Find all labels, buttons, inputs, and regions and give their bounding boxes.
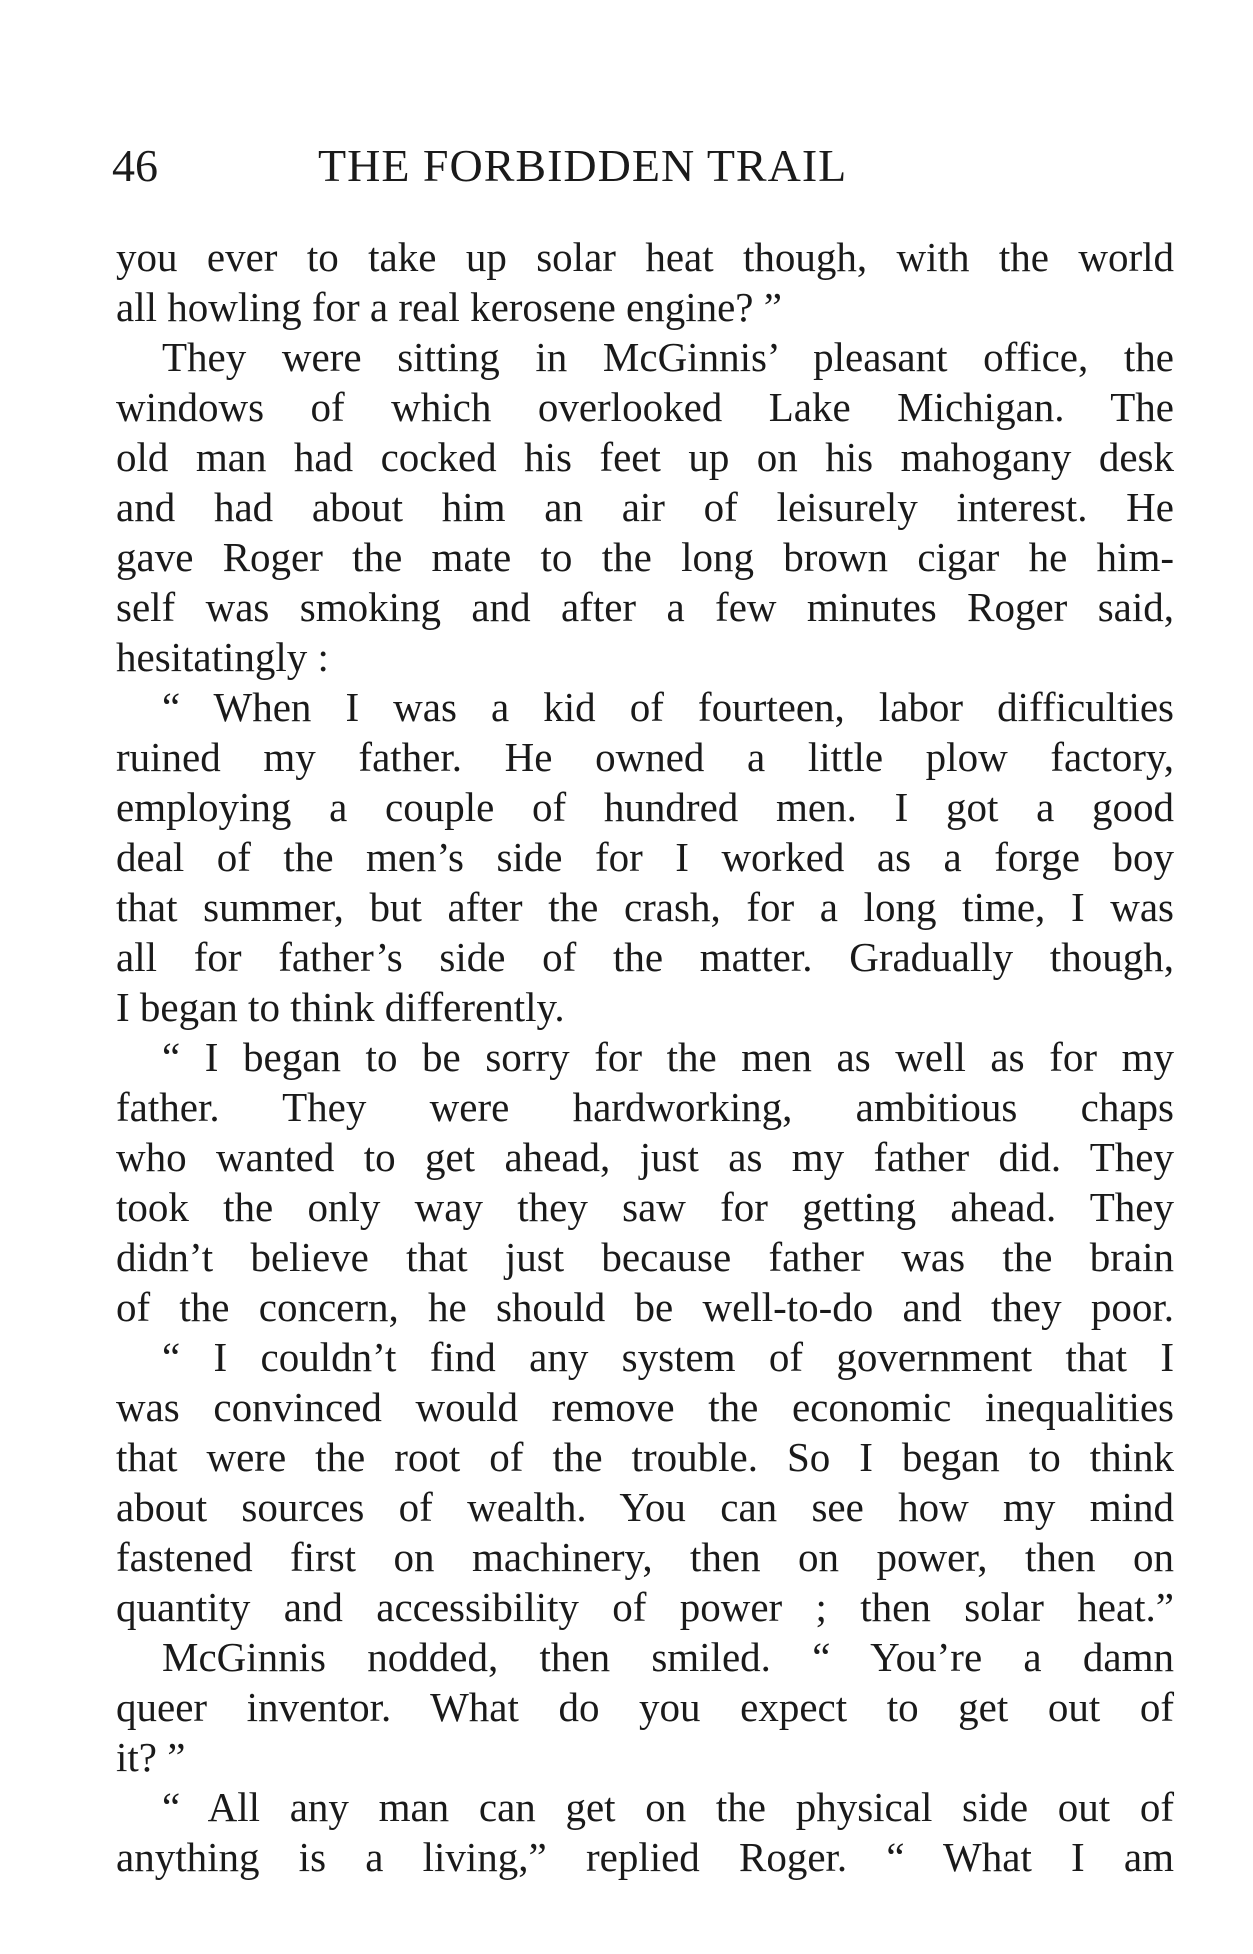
- text-line: old man had cocked his feet up on his mahogany desk: [116, 434, 1174, 480]
- text-line: They were sitting in McGinnis’ pleasant office, the: [162, 334, 1174, 380]
- text-line: “ I began to be sorry for the men as well as for my: [162, 1034, 1174, 1080]
- running-head: [112, 136, 1172, 196]
- text-line: who wanted to get ahead, just as my father did. They: [116, 1134, 1174, 1180]
- text-line: McGinnis nodded, then smiled. “ You’re a damn: [162, 1634, 1174, 1680]
- text-line: queer inventor. What do you expect to get out of: [116, 1684, 1174, 1730]
- body-text: [116, 232, 1174, 1882]
- text-line: it? ”: [116, 1734, 186, 1780]
- text-line: “ All any man can get on the physical side out of: [162, 1784, 1174, 1830]
- text-line: you ever to take up solar heat though, with the world: [116, 234, 1174, 280]
- text-line: self was smoking and after a few minutes Roger said,: [116, 584, 1174, 630]
- text-line: father. They were hardworking, ambitious chaps: [116, 1084, 1174, 1130]
- text-line: “ I couldn’t find any system of government that I: [162, 1334, 1174, 1380]
- text-line: didn’t believe that just because father was the brain: [116, 1234, 1174, 1280]
- text-line: I began to think differently.: [116, 984, 565, 1030]
- text-line: all for father’s side of the matter. Gradually though,: [116, 934, 1174, 980]
- text-line: anything is a living,” replied Roger. “ What I am: [116, 1834, 1174, 1880]
- text-line: employing a couple of hundred men. I got a good: [116, 784, 1174, 830]
- text-line: deal of the men’s side for I worked as a forge boy: [116, 834, 1174, 880]
- text-line: took the only way they saw for getting ahead. They: [116, 1184, 1174, 1230]
- running-title: THE FORBIDDEN TRAIL: [318, 140, 848, 191]
- text-line: “ When I was a kid of fourteen, labor difficulties: [162, 684, 1174, 730]
- text-line: windows of which overlooked Lake Michigan. The: [116, 384, 1174, 430]
- text-line: quantity and accessibility of power ; then solar heat.”: [116, 1584, 1174, 1630]
- text-line: hesitatingly :: [116, 634, 329, 680]
- text-line: was convinced would remove the economic inequalities: [116, 1384, 1174, 1430]
- text-line: that were the root of the trouble. So I began to think: [116, 1434, 1174, 1480]
- text-line: of the concern, he should be well-to-do and they poor.: [116, 1284, 1174, 1330]
- page-number: 46: [112, 140, 158, 191]
- text-line: gave Roger the mate to the long brown cigar he him-: [116, 534, 1174, 580]
- text-line: all howling for a real kerosene engine? ”: [116, 284, 782, 330]
- text-line: ruined my father. He owned a little plow factory,: [116, 734, 1174, 780]
- text-line: fastened first on machinery, then on power, then on: [116, 1534, 1174, 1580]
- text-line: that summer, but after the crash, for a long time, I was: [116, 884, 1174, 930]
- text-line: about sources of wealth. You can see how my mind: [116, 1484, 1174, 1530]
- text-line: and had about him an air of leisurely interest. He: [116, 484, 1174, 530]
